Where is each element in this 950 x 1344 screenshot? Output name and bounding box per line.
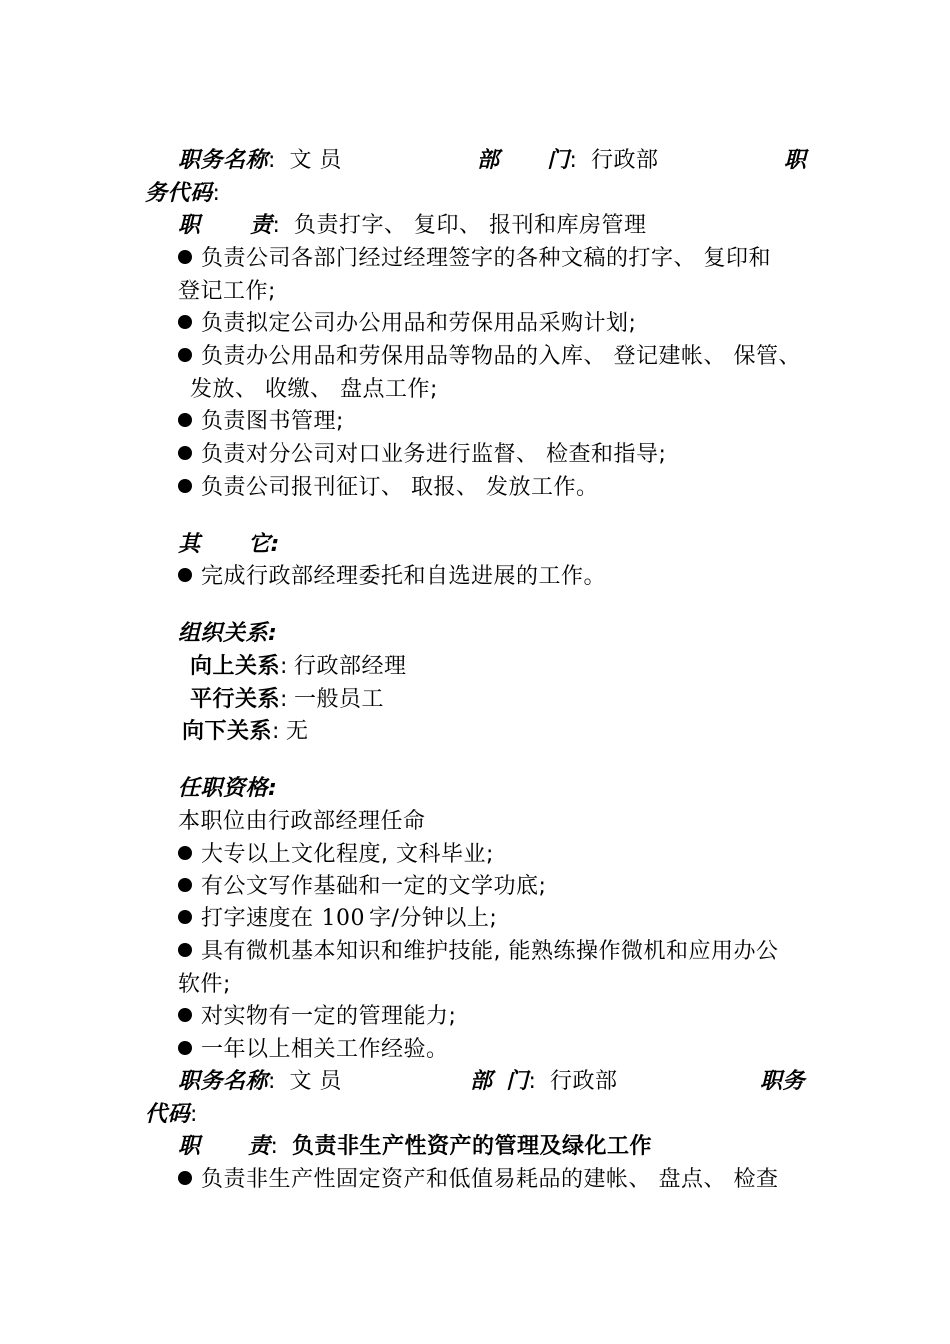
list-item: 负责对分公司对口业务进行监督、 检查和指导; xyxy=(178,443,666,467)
list-item: 具有微机基本知识和维护技能, 能熟练操作微机和应用办公 xyxy=(178,940,779,964)
duty-label-b: 责 xyxy=(250,213,273,238)
list-item: 一年以上相关工作经验。 xyxy=(178,1038,449,1062)
qualification-intro: 本职位由行政部经理任命 xyxy=(178,809,426,834)
bullet-icon xyxy=(178,846,192,860)
job-title-label: 职务名称 xyxy=(178,148,269,173)
org-down-row: 向下关系: 无 xyxy=(182,719,309,744)
job-title-value: 文 员 xyxy=(289,148,342,173)
bullet-icon xyxy=(178,943,192,957)
other-heading: 其 它: xyxy=(178,532,280,557)
typing-speed-number: 100 xyxy=(321,906,366,931)
list-item: 负责非生产性固定资产和低值易耗品的建帐、 盘点、 检查 xyxy=(178,1168,779,1192)
list-item: 对实物有一定的管理能力; xyxy=(178,1005,456,1029)
list-item: 负责公司各部门经过经理签字的各种文稿的打字、 复印和 xyxy=(178,247,771,271)
bullet-icon xyxy=(178,315,192,329)
job-code-row: 代码: xyxy=(145,1102,198,1127)
org-peer-row: 平行关系: 一般员工 xyxy=(190,687,384,712)
department-label-a: 部 xyxy=(477,148,500,173)
qualification-heading: 任职资格: xyxy=(178,776,278,801)
bullet-icon xyxy=(178,1041,192,1055)
duty-summary: 负责非生产性资产的管理及绿化工作 xyxy=(291,1134,652,1159)
bullet-icon xyxy=(178,1171,192,1185)
list-item: 完成行政部经理委托和自选进展的工作。 xyxy=(178,565,606,589)
bullet-icon xyxy=(178,878,192,892)
list-item: 大专以上文化程度, 文科毕业; xyxy=(178,843,494,867)
bullet-icon xyxy=(178,446,192,460)
duty-row: 职 责: 负责非生产性资产的管理及绿化工作 xyxy=(178,1134,652,1159)
department-value: 行政部 xyxy=(590,148,659,173)
list-item-continuation: 登记工作; xyxy=(178,279,276,304)
department-row: 部 门: 行政部 xyxy=(470,1069,618,1094)
list-item-continuation: 软件; xyxy=(178,972,231,997)
list-item: 负责办公用品和劳保用品等物品的入库、 登记建帐、 保管、 xyxy=(178,345,801,369)
org-heading: 组织关系: xyxy=(178,621,278,646)
duty-summary: 负责打字、 复印、 报刊和库房管理 xyxy=(293,213,647,238)
job-title-row: 职务名称: 文 员 xyxy=(178,148,342,173)
list-item: 负责公司报刊征订、 取报、 发放工作。 xyxy=(178,476,599,500)
department-row: 部 门: 行政部 xyxy=(477,148,659,173)
org-up-row: 向上关系: 行政部经理 xyxy=(190,654,407,679)
list-item: 负责拟定公司办公用品和劳保用品采购计划; xyxy=(178,312,636,336)
list-item: 打字速度在 100 字/分钟以上; xyxy=(178,907,497,931)
list-item-continuation: 发放、 收缴、 盘点工作; xyxy=(190,377,438,402)
bullet-icon xyxy=(178,568,192,582)
list-item: 负责图书管理; xyxy=(178,410,344,434)
job-code-label-b: 务代码 xyxy=(145,181,213,206)
bullet-icon xyxy=(178,1008,192,1022)
job-code-label-a: 职务 xyxy=(760,1069,806,1094)
bullet-icon xyxy=(178,479,192,493)
list-item: 有公文写作基础和一定的文学功底; xyxy=(178,875,546,899)
job-title-row: 职务名称: 文 员 xyxy=(178,1069,342,1094)
bullet-icon xyxy=(178,250,192,264)
bullet-icon xyxy=(178,910,192,924)
department-label-b: 门 xyxy=(547,148,570,173)
duty-row: 职 责: 负责打字、 复印、 报刊和库房管理 xyxy=(178,213,647,238)
job-code-row: 务代码: xyxy=(145,181,221,206)
job-code-label-a: 职 xyxy=(784,148,807,173)
duty-label-a: 职 xyxy=(178,213,201,238)
bullet-icon xyxy=(178,413,192,427)
bullet-icon xyxy=(178,348,192,362)
